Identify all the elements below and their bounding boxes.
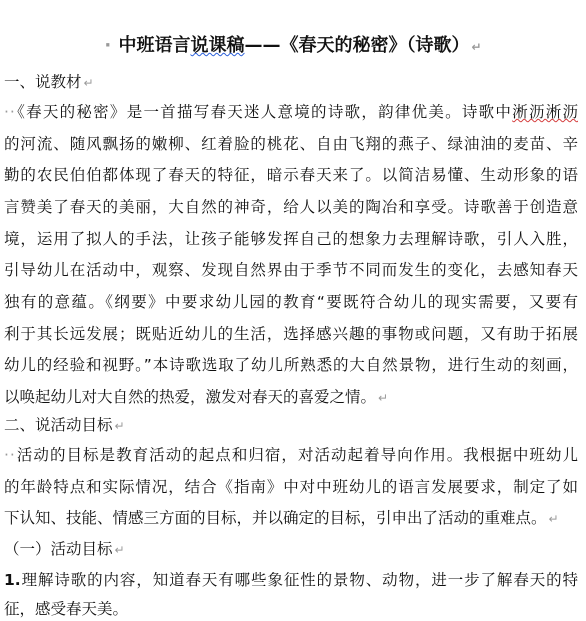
list-item-number: 1.: [4, 571, 21, 589]
paragraph-line-last: [4, 385, 578, 410]
paragraph-mark-icon: ↵: [378, 391, 389, 405]
paragraph-line: 境，运用了拟人的手法，让孩子能够发挥自己的想象力去理解诗歌，引人入胜，: [4, 230, 578, 248]
section-heading-label: 一、说教材: [4, 73, 82, 91]
spell-flagged-word: 淅沥淅沥: [512, 103, 578, 121]
title-suffix: ——《春天的秘密》（诗歌）: [244, 35, 470, 56]
title-prefix: 中班语言: [118, 35, 191, 56]
line-text: 下认知、技能、情感三方面的目标，并以确定的目标，引申出了活动的重难点。: [4, 509, 547, 527]
sub-heading-label: （一）活动目标: [4, 540, 113, 558]
sub-heading-goals: [4, 537, 125, 562]
paragraph-mark-icon: ↵: [114, 419, 125, 433]
paragraph-line: 勤的农民伯伯都体现了春天的特征，暗示春天来了。以简洁易懂、生动形象的语: [4, 166, 578, 184]
list-item-1: [4, 568, 578, 592]
list-item-text: 理解诗歌的内容，知道春天有哪些象征性的景物、动物，进一步了解春天的特: [20, 571, 578, 589]
paragraph-marker: ·: [104, 35, 113, 56]
list-item-1-continuation: 征，感受春天美。: [4, 600, 129, 618]
section-heading-textbook: [4, 70, 94, 95]
paragraph-line: [4, 100, 578, 124]
paragraph-mark-icon: ↵: [114, 543, 125, 557]
paragraph-mark-icon: ↵: [548, 512, 559, 526]
paragraph-line: 的年龄特点和实际情况，结合《指南》中对中班幼儿的语言发展要求，制定了如: [4, 478, 578, 496]
paragraph-line: 的河流、随风飘扬的嫩柳、红着脸的桃花、自由飞翔的燕子、绿油油的麦苗、辛: [4, 135, 578, 153]
paragraph-line: [4, 443, 578, 467]
paragraph-line: 利于其长远发展；既贴近幼儿的生活，选择感兴趣的事物或问题，又有助于拓展: [4, 325, 578, 343]
indent-dots: ··: [4, 446, 16, 464]
paragraph-mark-icon: ↵: [471, 40, 482, 54]
paragraph-line: 幼儿的经验和视野。”本诗歌选取了幼儿所熟悉的大自然景物，进行生动的刻画，: [4, 356, 578, 374]
paragraph-line-last: [4, 506, 578, 531]
line-text: 《春天的秘密》是一首描写春天迷人意境的诗歌，韵律优美。诗歌中: [15, 103, 513, 121]
paragraph-mark-icon: ↵: [83, 76, 94, 90]
indent-dots: ··: [4, 103, 16, 121]
paragraph-line: 独有的意蕴。《纲要》中要求幼儿园的教育“要既符合幼儿的现实需要，又要有: [4, 293, 578, 311]
title-spell-flagged: 说课稿: [190, 35, 245, 56]
paragraph-line: 言赞美了春天的美丽，大自然的神奇，给人以美的陶冶和享受。诗歌善于创造意: [4, 198, 578, 216]
paragraph-line: 引导幼儿在活动中，观察、发现自然界由于季节不同而发生的变化，去感知春天: [4, 261, 578, 279]
line-text: 以唤起幼儿对大自然的热爱，激发对春天的喜爱之情。: [4, 388, 377, 406]
section-heading-goals: [4, 413, 125, 438]
line-text: 活动的目标是教育活动的起点和归宿，对活动起着导向作用。我根据中班幼儿: [15, 446, 578, 464]
section-heading-label: 二、说活动目标: [4, 416, 113, 434]
document-title: [0, 33, 586, 60]
